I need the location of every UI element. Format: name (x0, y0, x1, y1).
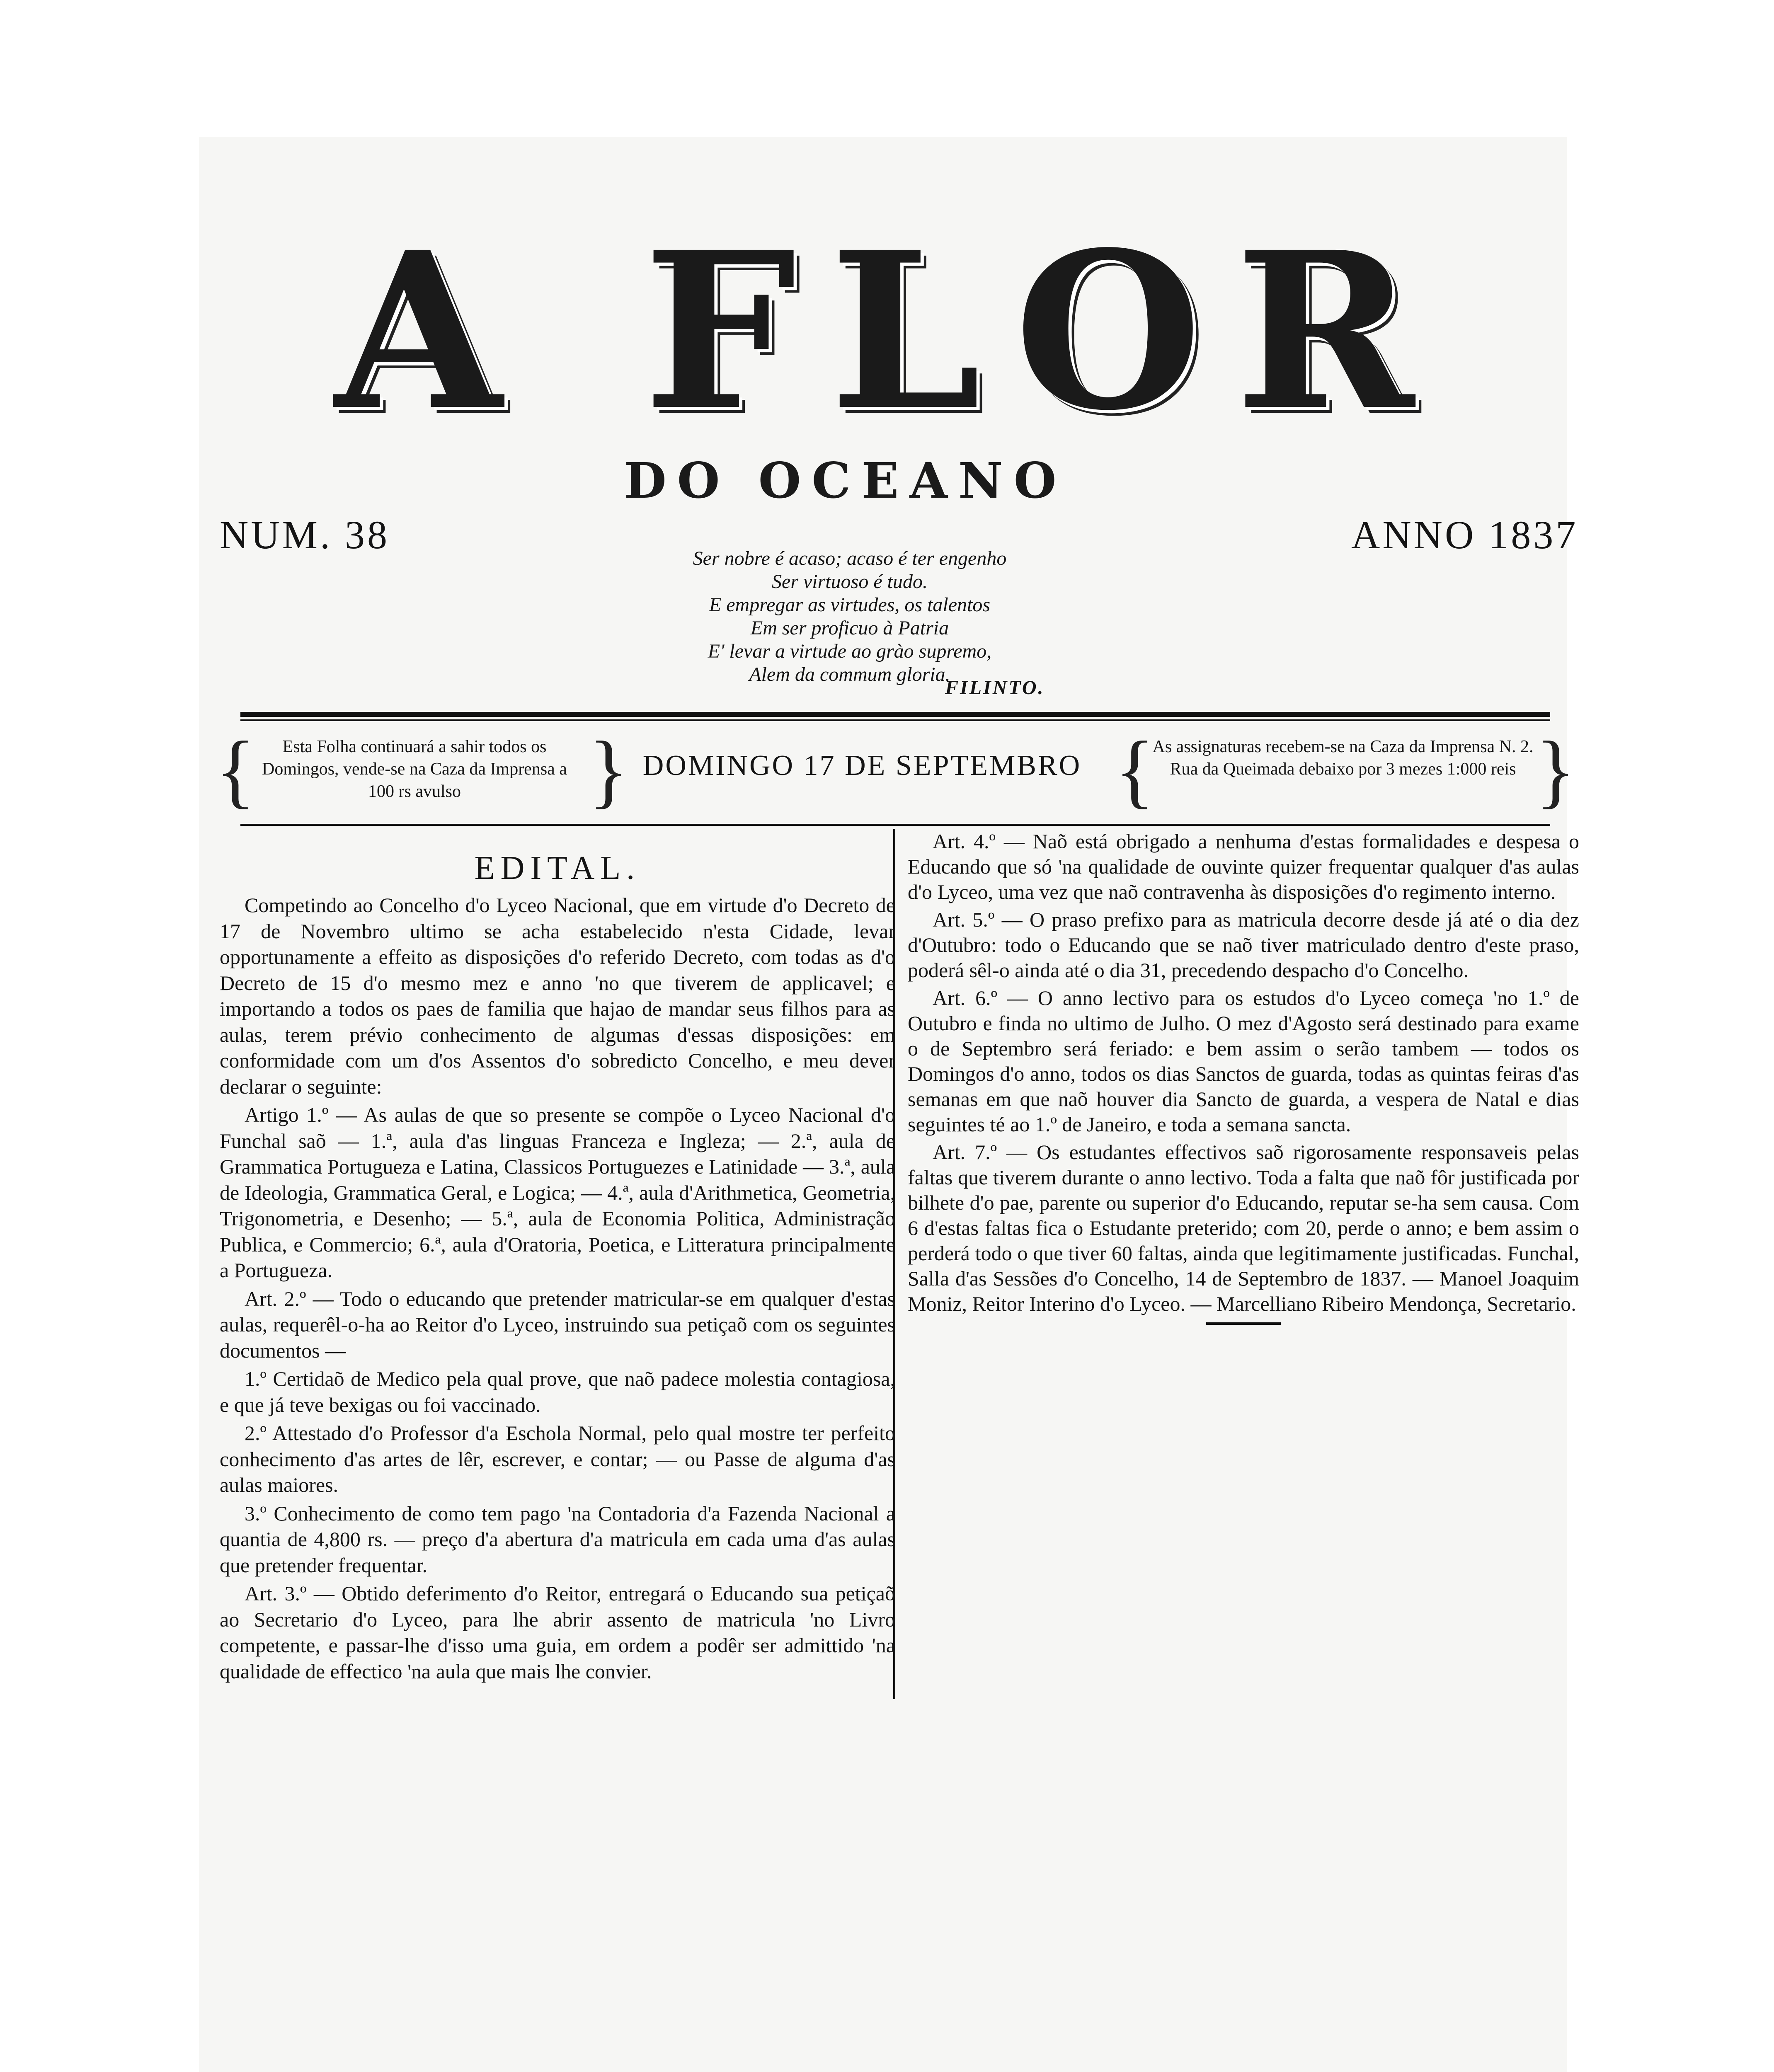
motto (613, 547, 1086, 686)
brace-left-close: } (589, 725, 628, 816)
motto-line: Ser virtuoso é tudo. (772, 571, 928, 593)
motto-line: Em ser proficuo à Patria (750, 617, 949, 639)
issue-year: ANNO 1837 (1351, 513, 1578, 557)
header-rule (240, 712, 1550, 721)
issue-date: DOMINGO 17 DE SEPTEMBRO (642, 750, 1082, 782)
edital-paragraph: Art. 3.º — Obtido deferimento d'o Reitor, entregará o Educando sua petiçaõ ao Secretario d'o Lyceo, para lhe abrir assento de matricula 'no Livro competente, e passar-lhe d'isso uma guia, em ordem a podêr ser admittido 'na qualidade de effectico 'na aula que mais lhe convier. (220, 1582, 895, 1683)
edital-paragraph: Art. 2.º — Todo o educando que pretender matricular-se em qualquer d'estas aulas, requerêl-o-ha ao Reitor d'o Lyceo, instruindo sua petiçaõ com os seguintes documentos — (220, 1287, 895, 1362)
publication-notice: Esta Folha continuará a sahir todos os Domingos, vende-se na Caza da Imprensa a 100 rs avulso (262, 737, 567, 801)
issue-number: NUM. 38 (220, 513, 390, 557)
subscription-notice: As assignaturas recebem-se na Caza da Imprensa N. 2. Rua da Queimada debaixo por 3 mezes 1:000 reis (1152, 737, 1534, 779)
edital-paragraph: 2.º Attestado d'o Professor d'a Eschola Normal, pelo qual mostre ter perfeito conhecimento d'as artes de lêr, escrever, e contar; — ou Passe de alguma d'as aulas maiores. (220, 1421, 895, 1496)
motto-line: Ser nobre é acaso; acaso é ter engenho (693, 547, 1007, 569)
edital-paragraph: Competindo ao Concelho d'o Lyceo Nacional, que em virtude d'o Decreto de 17 de Novembro ultimo se acha estabelecido n'esta Cidade, levar opportunamente a effeito as disposições d'o referido Decreto, com todas as d'o Decreto de 15 d'o mesmo mez e anno 'no que tiverem de applicavel; e importando a todos os paes de familia que hajao de mandar seus filhos para as aulas, terem prévio conhecimento de algumas d'essas disposições: em conformidade com um d'os Assentos d'o sobredicto Concelho, e meu dever declarar o seguinte: (220, 893, 895, 1098)
end-rule (1206, 1322, 1281, 1325)
edital-paragraph: Art. 7.º — Os estudantes effectivos saõ rigorosamente responsaveis pelas faltas que tiverem durante o anno lectivo. Toda a falta que naõ fôr justificada por bilhete d'o pae, parente ou superior d'o Educando, reputar se-ha sem causa. Com 6 d'estas faltas fica o Estudante preterido; com 20, perde o anno; e bem assim o perderá todo o que tiver 60 faltas, ainda que legitimamente justificadas. Funchal, Salla d'as Sessões d'o Concelho, 14 de Septembro de 1837. — Manoel Joaquim Moniz, Reitor Interino d'o Lyceo. — Marcelliano Ribeiro Mendonça, Secretario. (908, 1140, 1579, 1315)
motto-author: FILINTO. (945, 677, 1045, 699)
newspaper-title: A FLOR (334, 205, 1448, 458)
edital-paragraph: 3.º Conhecimento de como tem pago 'na Contadoria d'a Fazenda Nacional a quantia de 4,800 rs. — preço d'a abertura d'a matricula em cada uma d'as aulas que pretender frequentar. (220, 1501, 895, 1577)
header-bottom-rule (240, 824, 1550, 826)
masthead (224, 205, 1558, 458)
edital-paragraph: Artigo 1.º — As aulas de que so presente se compõe o Lyceo Nacional d'o Funchal saõ — 1.ª, aula d'as linguas Franceza e Ingleza; — 2.ª, aula de Grammatica Portugueza e Latina, Classicos Portuguezes e Latinidade — 3.ª, aula de Ideologia, Grammatica Geral, e Logica; — 4.ª, aula d'Arithmetica, Geometria, Trigonometria, e Desenho; — 5.ª, aula de Economia Politica, Administração Publica, e Commercio; 6.ª, aula d'Oratoria, Poetica, e Litteratura principalmente a Portugueza. (220, 1103, 895, 1282)
column-right (893, 829, 1583, 1699)
column-left (216, 850, 899, 2064)
motto-line: E' levar a virtude ao grào supremo, (708, 640, 992, 662)
edital-paragraph: Art. 6.º — O anno lectivo para os estudos d'o Lyceo começa 'no 1.º de Outubro e finda no ultimo de Julho. O mez d'Agosto será destinado para exame o de Septembro será feriado: e bem assim o serão tambem — todos os Domingos d'o anno, todos os dias Sanctos de guarda, todas as quintas feiras d'as semanas em que naõ houver dia Sancto de guarda, a vespera de Natal e dias seguintes té ao 1.º de Janeiro, e toda a semana sancta. (908, 986, 1579, 1136)
brace-left-open: { (216, 725, 255, 816)
motto-line: Alem da commum gloria. (749, 663, 950, 685)
edital-paragraph: 1.º Certidaõ de Medico pela qual prove, que naõ padece molestia contagiosa, e que já teve bexigas ou foi vaccinado. (220, 1367, 895, 1416)
newspaper-subtitle: DO OCEANO (624, 452, 1067, 509)
brace-right-close: } (1536, 725, 1575, 816)
edital-paragraph: Art. 4.º — Naõ está obrigado a nenhuma d'estas formalidades e despesa o Educando que só 'na qualidade de ouvinte quizer frequentar qualquer d'as aulas d'o Lyceo, uma vez que naõ contravenha às disposições d'o regimento interno. (908, 830, 1579, 903)
motto-line: E empregar as virtudes, os talentos (709, 594, 991, 616)
edital-title: EDITAL. (474, 850, 641, 886)
brace-right-open: { (1115, 725, 1155, 816)
edital-paragraph: Art. 5.º — O praso prefixo para as matricula decorre desde já até o dia dez d'Outubro: todo o Educando que se naõ tiver matriculado dentro d'este praso, poderá sêl-o ainda até o dia 31, precedendo despacho d'o Concelho. (908, 908, 1579, 982)
